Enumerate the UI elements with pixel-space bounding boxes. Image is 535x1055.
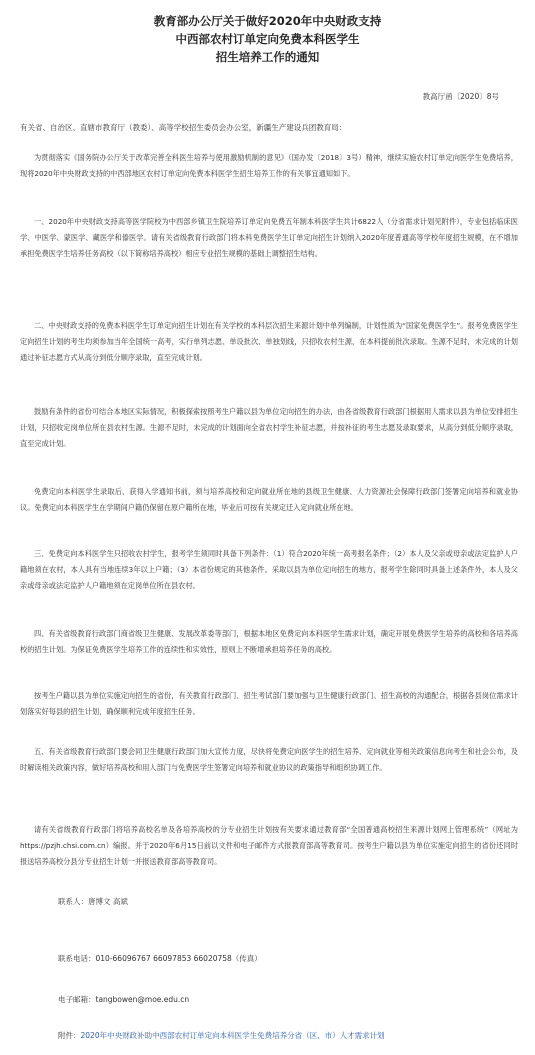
paragraph-submission: 请有关省级教育行政部门将培养高校名单及各培养高校的分专业招生计划按有关要求通过教育部“全国普通高校招生来源计划网上管理系统”（网址为https://pzjh.chsi.com.cn）编报。并于2020年6月15日前以文件和电子邮件方式报教育部高等教育司。按考生户籍以县为单位实施定向招生的省份还同时报送培养高校分县分专业招生计划一并报送教育部高等教育司。 (20, 825, 518, 866)
paragraph-section-2: 二、中央财政支持的免费本科医学生订单定向招生计划在有关学校的本科层次招生来源计划中单列编制，计划性质为“国家免费医学生”。报考免费医学生定向招生计划的考生均须参加当年全国统一高考，实行单列志愿、单设批次、单独划线，只招收农村生源，在本科提前批次录取。生源不足时，未完成的计划通过补征志愿方式从高分到低分顺序录取，直至完成计划。 (20, 321, 518, 362)
email-label: 电子邮箱： (58, 995, 96, 1004)
phone-line (58, 953, 262, 964)
email-value: tangbowen@moe.edu.cn (95, 995, 190, 1004)
contacts-label: 联系人： (58, 897, 88, 906)
document-title (0, 12, 535, 66)
paragraph-section-1: 一、2020年中央财政支持高等医学院校为中西部乡镇卫生院培养订单定向免费五年制本科医学生共计6822人（分省需求计划见附件），专业包括临床医学、中医学、蒙医学、藏医学和傣医学。请有关省级教育行政部门将本科免费医学生订单定向招生计划纳入2020年度普通高等学校年度招生规模，在不增加承担免费医学生培养任务高校（以下简称培养高校）相应专业招生规模的基础上调整招生结构。 (20, 217, 518, 258)
addressee: 有关省、自治区、直辖市教育厅（教委）、高等学校招生委员会办公室，新疆生产建设兵团教育局： (20, 123, 347, 132)
attachment-label: 附件： (58, 1031, 81, 1040)
attachment-line (58, 1030, 385, 1041)
contacts-line (58, 896, 128, 907)
title-line-2: 中西部农村订单定向免费本科医学生 (175, 32, 360, 46)
title-line-1: 教育部办公厅关于做好2020年中央财政支持 (153, 14, 382, 28)
document-number: 教高厅函〔2020〕8号 (422, 92, 499, 101)
paragraph-section-4-county: 按考生户籍以县为单位实施定向招生的省份，有关教育行政部门、招生考试部门要加强与卫生健康行政部门、招生高校的沟通配合，根据各县岗位需求计划落实好每县的招生计划，确保顺利完成年度招生任务。 (20, 691, 518, 716)
attachment-link[interactable]: 2020年中央财政补助中西部农村订单定向本科医学生免费培养分省（区、市）人才需求计划 (80, 1031, 385, 1040)
title-line-3: 招生培养工作的通知 (215, 50, 320, 64)
paragraph-section-5: 五、有关省级教育行政部门要会同卫生健康行政部门加大宣传力度，尽快将免费定向医学生的招生培养、定向就业等相关政策信息向考生和社会公布，及时解读相关政策内容，做好培养高校和用人部门与免费医学生签署定向培养和就业协议的政策指导和组织协调工作。 (20, 747, 518, 772)
contacts-value: 唐博文 高斌 (88, 897, 128, 906)
paragraph-section-3: 三、免费定向本科医学生只招收农村学生，报考学生须同时具备下列条件：（1）符合2020年统一高考报名条件；（2）本人及父亲或母亲或法定监护人户籍地须在农村，本人具有当地连续3年以上户籍；（3）本省份规定的其他条件。采取以县为单位定向招生的地方，报考学生除同时具备上述条件外，本人及父亲或母亲或法定监护人户籍地须在定岗单位所在县农村。 (20, 549, 518, 590)
email-line (58, 994, 189, 1005)
paragraph-section-2-county: 鼓励有条件的省份可结合本地区实际情况，积极探索按照考生户籍以县为单位定向招生的办法，由各省级教育行政部门根据用人需求以县为单位安排招生计划，只招收定岗单位所在县农村生源。生源不足时，未完成的计划面向全省农村学生补征志愿，并按补征的考生志愿及录取要求，从高分到低分顺序录取，直至完成计划。 (20, 407, 518, 448)
phone-value: 010-66096767 66097853 66020758（传真） (95, 954, 262, 963)
paragraph-section-2-agreement: 免费定向本科医学生录取后、获得入学通知书前，须与培养高校和定向就业所在地的县级卫生健康、人力资源社会保障行政部门签署定向培养和就业协议。免费定向本科医学生在学期间户籍仍保留在原户籍所在地，毕业后可按有关规定迁入定向就业所在地。 (20, 487, 518, 512)
paragraph-section-4: 四、有关省级教育行政部门商省级卫生健康、发展改革委等部门，根据本地区免费定向本科医学生需求计划，确定开展免费医学生培养的高校和各培养高校的招生计划。为保证免费医学生培养工作的连续性和实效性，原则上不断增承担培养任务的高校。 (20, 629, 518, 654)
phone-label: 联系电话： (58, 954, 96, 963)
paragraph-intro: 为贯彻落实《国务院办公厅关于改革完善全科医生培养与使用激励机制的意见》（国办发〔2018〕3号）精神，继续实施农村订单定向医学生免费培养，现将2020年中央财政支持的中西部地区农村订单定向免费本科医学生招生培养工作的有关事宜通知如下。 (20, 153, 518, 178)
